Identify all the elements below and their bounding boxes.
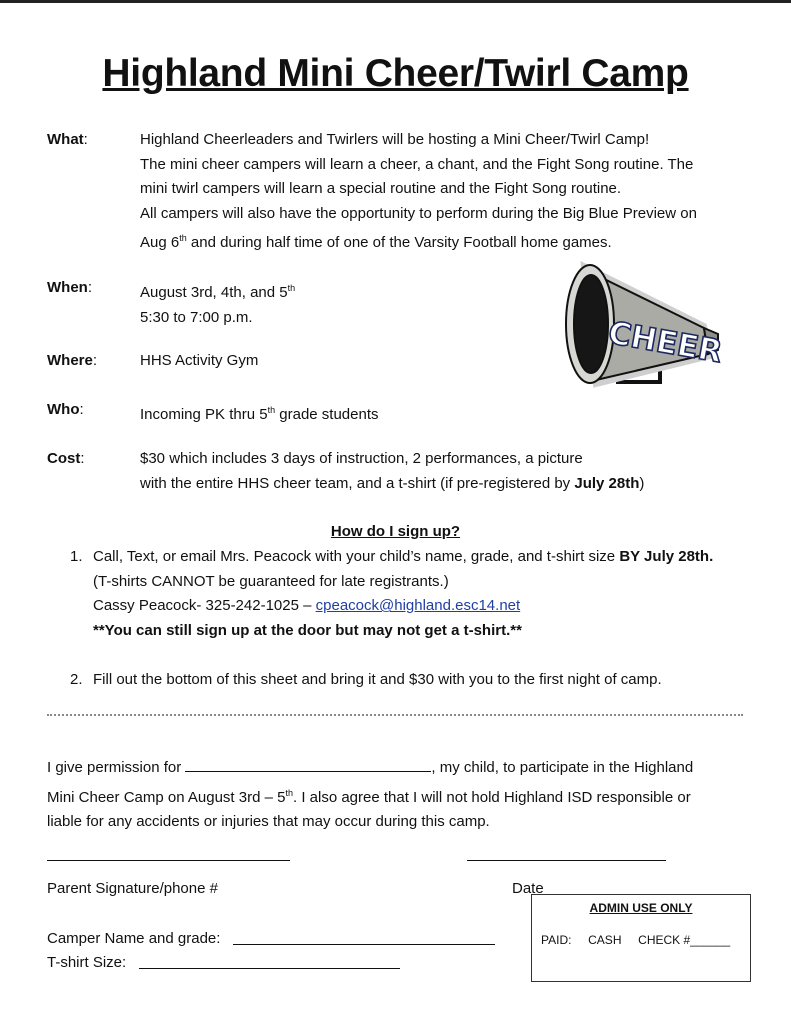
when-time: 5:30 to 7:00 p.m. — [140, 308, 253, 326]
where-label: Where: — [47, 352, 98, 369]
when-dates: August 3rd, 4th, and 5th — [140, 283, 296, 301]
step-1-note: **You can still sign up at the door but may not get a t-shirt.** — [93, 621, 522, 639]
step-1-contact: Cassy Peacock- 325-242-1025 – cpeacock@highland.esc14.net — [93, 597, 521, 615]
signup-heading: How do I sign up? — [330, 523, 461, 540]
permission-line-1: I give permission for , my child, to participate in the Highland — [47, 759, 694, 776]
page-title: Highland Mini Cheer/Twirl Camp — [102, 52, 689, 95]
what-line-2: The mini cheer campers will learn a cheer, a chant, and the Fight Song routine. The — [140, 155, 694, 173]
permission-statement — [47, 756, 747, 835]
check-option: CHECK #______ — [638, 933, 731, 947]
cost-value — [140, 447, 760, 496]
cut-line — [47, 714, 743, 716]
what-line-1: Highland Cheerleaders and Twirlers will be hosting a Mini Cheer/Twirl Camp! — [140, 131, 650, 148]
camper-name-line[interactable] — [233, 944, 495, 945]
where-value: HHS Activity Gym — [140, 352, 259, 369]
step-1-line-2: (T-shirts CANNOT be guaranteed for late registrants.) — [93, 572, 449, 590]
megaphone-icon — [556, 260, 726, 390]
child-name-blank[interactable] — [185, 771, 431, 772]
camper-name-label: Camper Name and grade: — [47, 930, 221, 947]
what-line-4: All campers will also have the opportunity to perform during the Big Blue Preview on — [140, 204, 697, 222]
what-line-5: Aug 6th and during half time of one of the Varsity Football home games. — [140, 233, 612, 252]
step-1-line-1: Call, Text, or email Mrs. Peacock with your child’s name, grade, and t-shirt size BY July 28th. — [93, 548, 714, 565]
step-1-number: 1. — [70, 548, 83, 565]
admin-use-box — [531, 894, 751, 982]
who-label: Who: — [47, 401, 84, 418]
tshirt-size-line[interactable] — [139, 968, 400, 969]
step-2-text: Fill out the bottom of this sheet and bring it and $30 with you to the first night of camp. — [93, 671, 662, 688]
cost-line-2: with the entire HHS cheer team, and a t-shirt (if pre-registered by July 28th) — [140, 474, 645, 492]
who-value: Incoming PK thru 5th grade students — [140, 405, 379, 423]
what-label: What: — [47, 131, 88, 148]
megaphone-label: CHEER — [605, 314, 725, 371]
email-link[interactable]: cpeacock@highland.esc14.net — [315, 597, 521, 615]
permission-line-3: liable for any accidents or injuries that may occur during this camp. — [47, 813, 490, 831]
admin-title: ADMIN USE ONLY — [589, 901, 693, 915]
cash-option: CASH — [588, 933, 622, 947]
date-line[interactable] — [467, 860, 666, 861]
paid-label: PAID: — [541, 933, 572, 947]
tshirt-size-label: T-shirt Size: — [47, 954, 127, 971]
step-2-number: 2. — [70, 671, 83, 688]
what-description — [140, 128, 760, 256]
top-border — [0, 0, 791, 3]
date-label: Date — [512, 880, 544, 897]
when-value — [140, 276, 540, 330]
what-line-3: mini twirl campers will learn a special routine and the Fight Song routine. — [140, 180, 622, 198]
admin-payment-row — [541, 933, 730, 947]
step-1-text — [93, 545, 773, 643]
cost-label: Cost: — [47, 450, 85, 467]
cost-line-1: $30 which includes 3 days of instruction, 2 performances, a picture — [140, 450, 583, 467]
permission-line-2: Mini Cheer Camp on August 3rd – 5th. I also agree that I will not hold Highland ISD responsible or — [47, 787, 691, 806]
when-label: When: — [47, 279, 92, 296]
parent-signature-line[interactable] — [47, 860, 290, 861]
parent-signature-label: Parent Signature/phone # — [47, 880, 218, 897]
